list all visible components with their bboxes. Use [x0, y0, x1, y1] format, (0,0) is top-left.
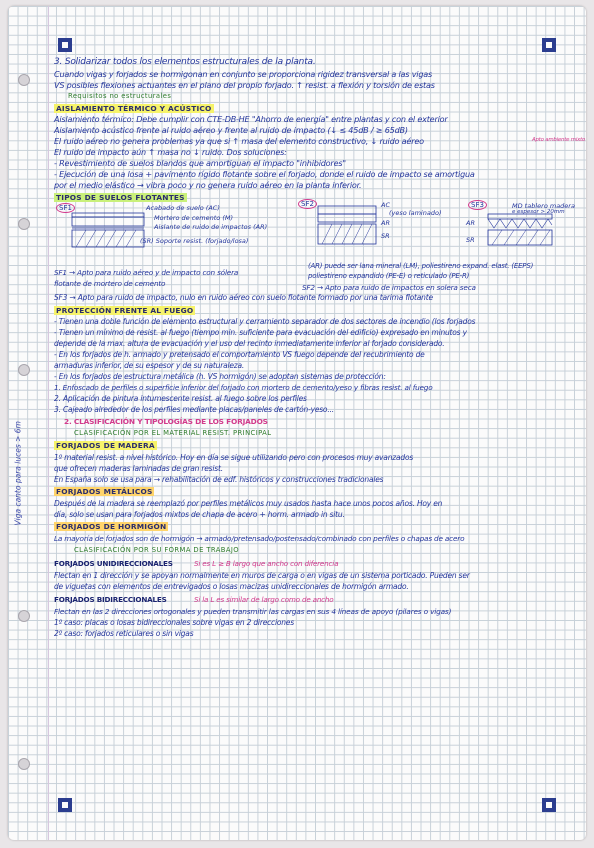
sf2-label: AR — [381, 219, 390, 227]
corner-marker-icon — [542, 798, 556, 812]
acoustic-line: Aislamiento térmico: Debe cumplir con CTE-DB-HE "Ahorro de energía" entre plantas y con el exterior — [54, 114, 448, 124]
acoustic-line: - Revestimiento de suelos blandos que amortiguan el impacto "inhibidores" — [54, 158, 346, 168]
fire-line: - Tienen una doble función de elemento estructural y cerramiento separador de dos sectores de incendio (los forjados — [54, 317, 476, 326]
sf3-label: e espesor > 20mm — [512, 209, 565, 215]
bidirectional-line: Flectan en las 2 direcciones ortogonales y pueden transmitir las cargas en sus 4 líneas de apoyo (pilares o vigas) — [54, 607, 452, 616]
unidirectional-line: Flectan en 1 dirección y se apoyan normalmente en muros de carga o en vigas de un sistema porticado. Pueden ser — [54, 571, 470, 580]
sf1-label: Aislante de ruido de impactos (AR) — [154, 223, 268, 231]
binder-hole — [18, 218, 30, 230]
concrete-line: La mayoría de forjados son de hormigón → armado/pretensado/postensado/combinado con perfiles o chapas de acero — [54, 534, 465, 543]
corner-marker-icon — [58, 38, 72, 52]
acoustic-heading: AISLAMIENTO TÉRMICO Y ACÚSTICO — [56, 104, 212, 113]
fire-line: - Tienen un mínimo de resist. al fuego (tiempo min. suficiente para evacuación del edificio) expresado en minutos y — [54, 328, 467, 337]
sf2-layer-diagram — [316, 202, 378, 248]
fire-line: armaduras inferior, de su espesor y de su naturaleza. — [54, 361, 245, 370]
binder-hole — [18, 74, 30, 86]
fire-line: - En los forjados de h. armado y pretensado el comportamiento VS fuego depende del recubrimiento de — [54, 350, 425, 359]
concrete-sub: CLASIFICACIÓN POR SU FORMA DE TRABAJO — [74, 546, 240, 554]
unidirectional-note: Si es L ≥ B largo que ancho con diferencia — [194, 559, 339, 568]
sf2-description: SF2 → Apto para ruido de impactos en solera seca — [302, 283, 476, 292]
acoustic-line: El ruido aéreo no genera problemas ya que si ↑ masa del elemento constructivo, ↓ ruido aéreo — [54, 136, 424, 146]
requirements-heading: Requisitos no estructurales — [68, 92, 172, 100]
bidirectional-line: 2º caso: forjados reticulares o sin vigas — [54, 629, 194, 638]
intro-line: VS posibles flexiones actuantes en el plano del propio forjado. ↑ resist. a flexión y torsión de estas — [54, 80, 435, 90]
binder-hole — [18, 758, 30, 770]
wood-line: 1º material resist. a nivel histórico. Hoy en día se sigue utilizando pero con procesos muy avanzados — [54, 453, 414, 462]
classification-heading: 2. CLASIFICACIÓN Y TIPOLOGÍAS DE LOS FORJADOS — [64, 417, 268, 426]
unidirectional-line: de viguetas con elementos de entrevigados o losas macizas unidireccionales de hormigón armado. — [54, 582, 409, 591]
sf1-label: Mortero de cemento (M) — [154, 214, 234, 222]
sf3-tag: SF3 — [468, 200, 487, 210]
concrete-heading: FORJADOS DE HORMIGÓN — [56, 522, 167, 531]
fire-line: 1. Enfoscado de perfiles o superficie inferior del forjado con mortero de cemento/yeso y fibras resist. al fuego — [54, 383, 433, 392]
sf3-description: SF3 → Apto para ruido de impacto, nulo en ruido aéreo con suelo flotante formado por una tarima flotante — [54, 293, 433, 302]
sf3-label: AR — [466, 219, 475, 227]
acoustic-line: Aislamiento acústico frente al ruido aéreo y frente al ruido de impacto (↓ ≤ 45dB / ≥ 65dB) — [54, 125, 408, 135]
acoustic-line: por el medio elástico → vibra poco y no genera ruido aéreo en la planta inferior. — [54, 180, 362, 190]
sf1-tag: SF1 — [56, 203, 75, 213]
wood-line: En España solo se usa para → rehabilitación de edf. históricos y construcciones tradicionales — [54, 475, 384, 484]
sf3-layer-diagram — [486, 212, 554, 248]
metal-heading: FORJADOS METÁLICOS — [56, 487, 153, 496]
sf2-tag: SF2 — [298, 199, 317, 209]
sf3-label: SR — [466, 236, 475, 244]
corner-marker-icon — [58, 798, 72, 812]
binder-hole — [18, 610, 30, 622]
bidirectional-note: Si la L es similar de largo como de ancho — [194, 595, 334, 604]
notebook-page — [8, 6, 586, 840]
unidirectional-heading: FORJADOS UNIDIRECCIONALES — [54, 559, 173, 568]
sf1-description: flotante de mortero de cemento — [54, 279, 166, 288]
metal-line: día, solo se usan para forjados mixtos de chapa de acero + horm. armado in situ. — [54, 510, 345, 519]
ar-note: poliestireno expandido (PE-E) o reticulado (PE-R) — [308, 272, 470, 280]
classification-sub: CLASIFICACIÓN POR EL MATERIAL RESIST. PRINCIPAL — [74, 429, 272, 437]
ar-note: (AR) puede ser lana mineral (LM), poliestireno expand. elast. (EEPS) — [308, 262, 534, 270]
sf2-label: SR — [381, 232, 390, 240]
wood-line: que ofrecen maderas laminadas de gran resist. — [54, 464, 223, 473]
fire-protection-heading: PROTECCIÓN FRENTE AL FUEGO — [56, 306, 194, 315]
fire-line: - En los forjados de estructura metálica (h. VS hormigón) se adoptan sistemas de protección: — [54, 372, 386, 381]
metal-line: Después de la madera se reemplazó por perfiles metálicos muy usados hasta hace unos pocos años. Hoy en — [54, 499, 443, 508]
sf1-label: (SR) Soporte resist. (forjado/losa) — [140, 237, 249, 245]
fire-line: 2. Aplicación de pintura intumescente resist. al fuego sobre los perfiles — [54, 394, 307, 403]
fire-line: depende de la max. altura de evacuación y el uso del recinto inmediatamente inferior al forjado considerado. — [54, 339, 445, 348]
bidirectional-heading: FORJADOS BIDIRECCIONALES — [54, 595, 167, 604]
sf1-label: Acabado de suelo (AC) — [146, 204, 220, 212]
intro-heading: 3. Solidarizar todos los elementos estructurales de la planta. — [54, 57, 316, 67]
sf2-label: (yeso laminado) — [389, 209, 442, 217]
fire-line: 3. Cajeado alrededor de los perfiles mediante placas/paneles de cartón-yeso... — [54, 405, 334, 414]
margin-line — [48, 6, 49, 840]
sf1-layer-diagram — [70, 211, 148, 251]
margin-side-note: Viga canto para luces > 6m — [13, 421, 23, 526]
sf3-label: MD tablero madera — [512, 202, 575, 210]
acoustic-line: El ruido de impacto aún ↑ masa no ↓ ruido. Dos soluciones: — [54, 147, 287, 157]
margin-note: Apto ambiente mixto — [532, 137, 586, 143]
wood-heading: FORJADOS DE MADERA — [56, 441, 155, 450]
bidirectional-line: 1º caso: placas o losas bidireccionales sobre vigas en 2 direcciones — [54, 618, 294, 627]
sf1-description: SF1 → Apto para ruido aéreo y de impacto con sólera — [54, 268, 239, 277]
sf2-label: AC — [381, 201, 390, 209]
floating-floors-heading: TIPOS DE SUELOS FLOTANTES — [56, 193, 185, 202]
acoustic-line: - Ejecución de una losa + pavimento rígido flotante sobre el forjado, donde el ruido de impacto se amortigua — [54, 169, 475, 179]
intro-line: Cuando vigas y forjados se hormigonan en conjunto se proporciona rigidez transversal a las vigas — [54, 69, 433, 79]
corner-marker-icon — [542, 38, 556, 52]
